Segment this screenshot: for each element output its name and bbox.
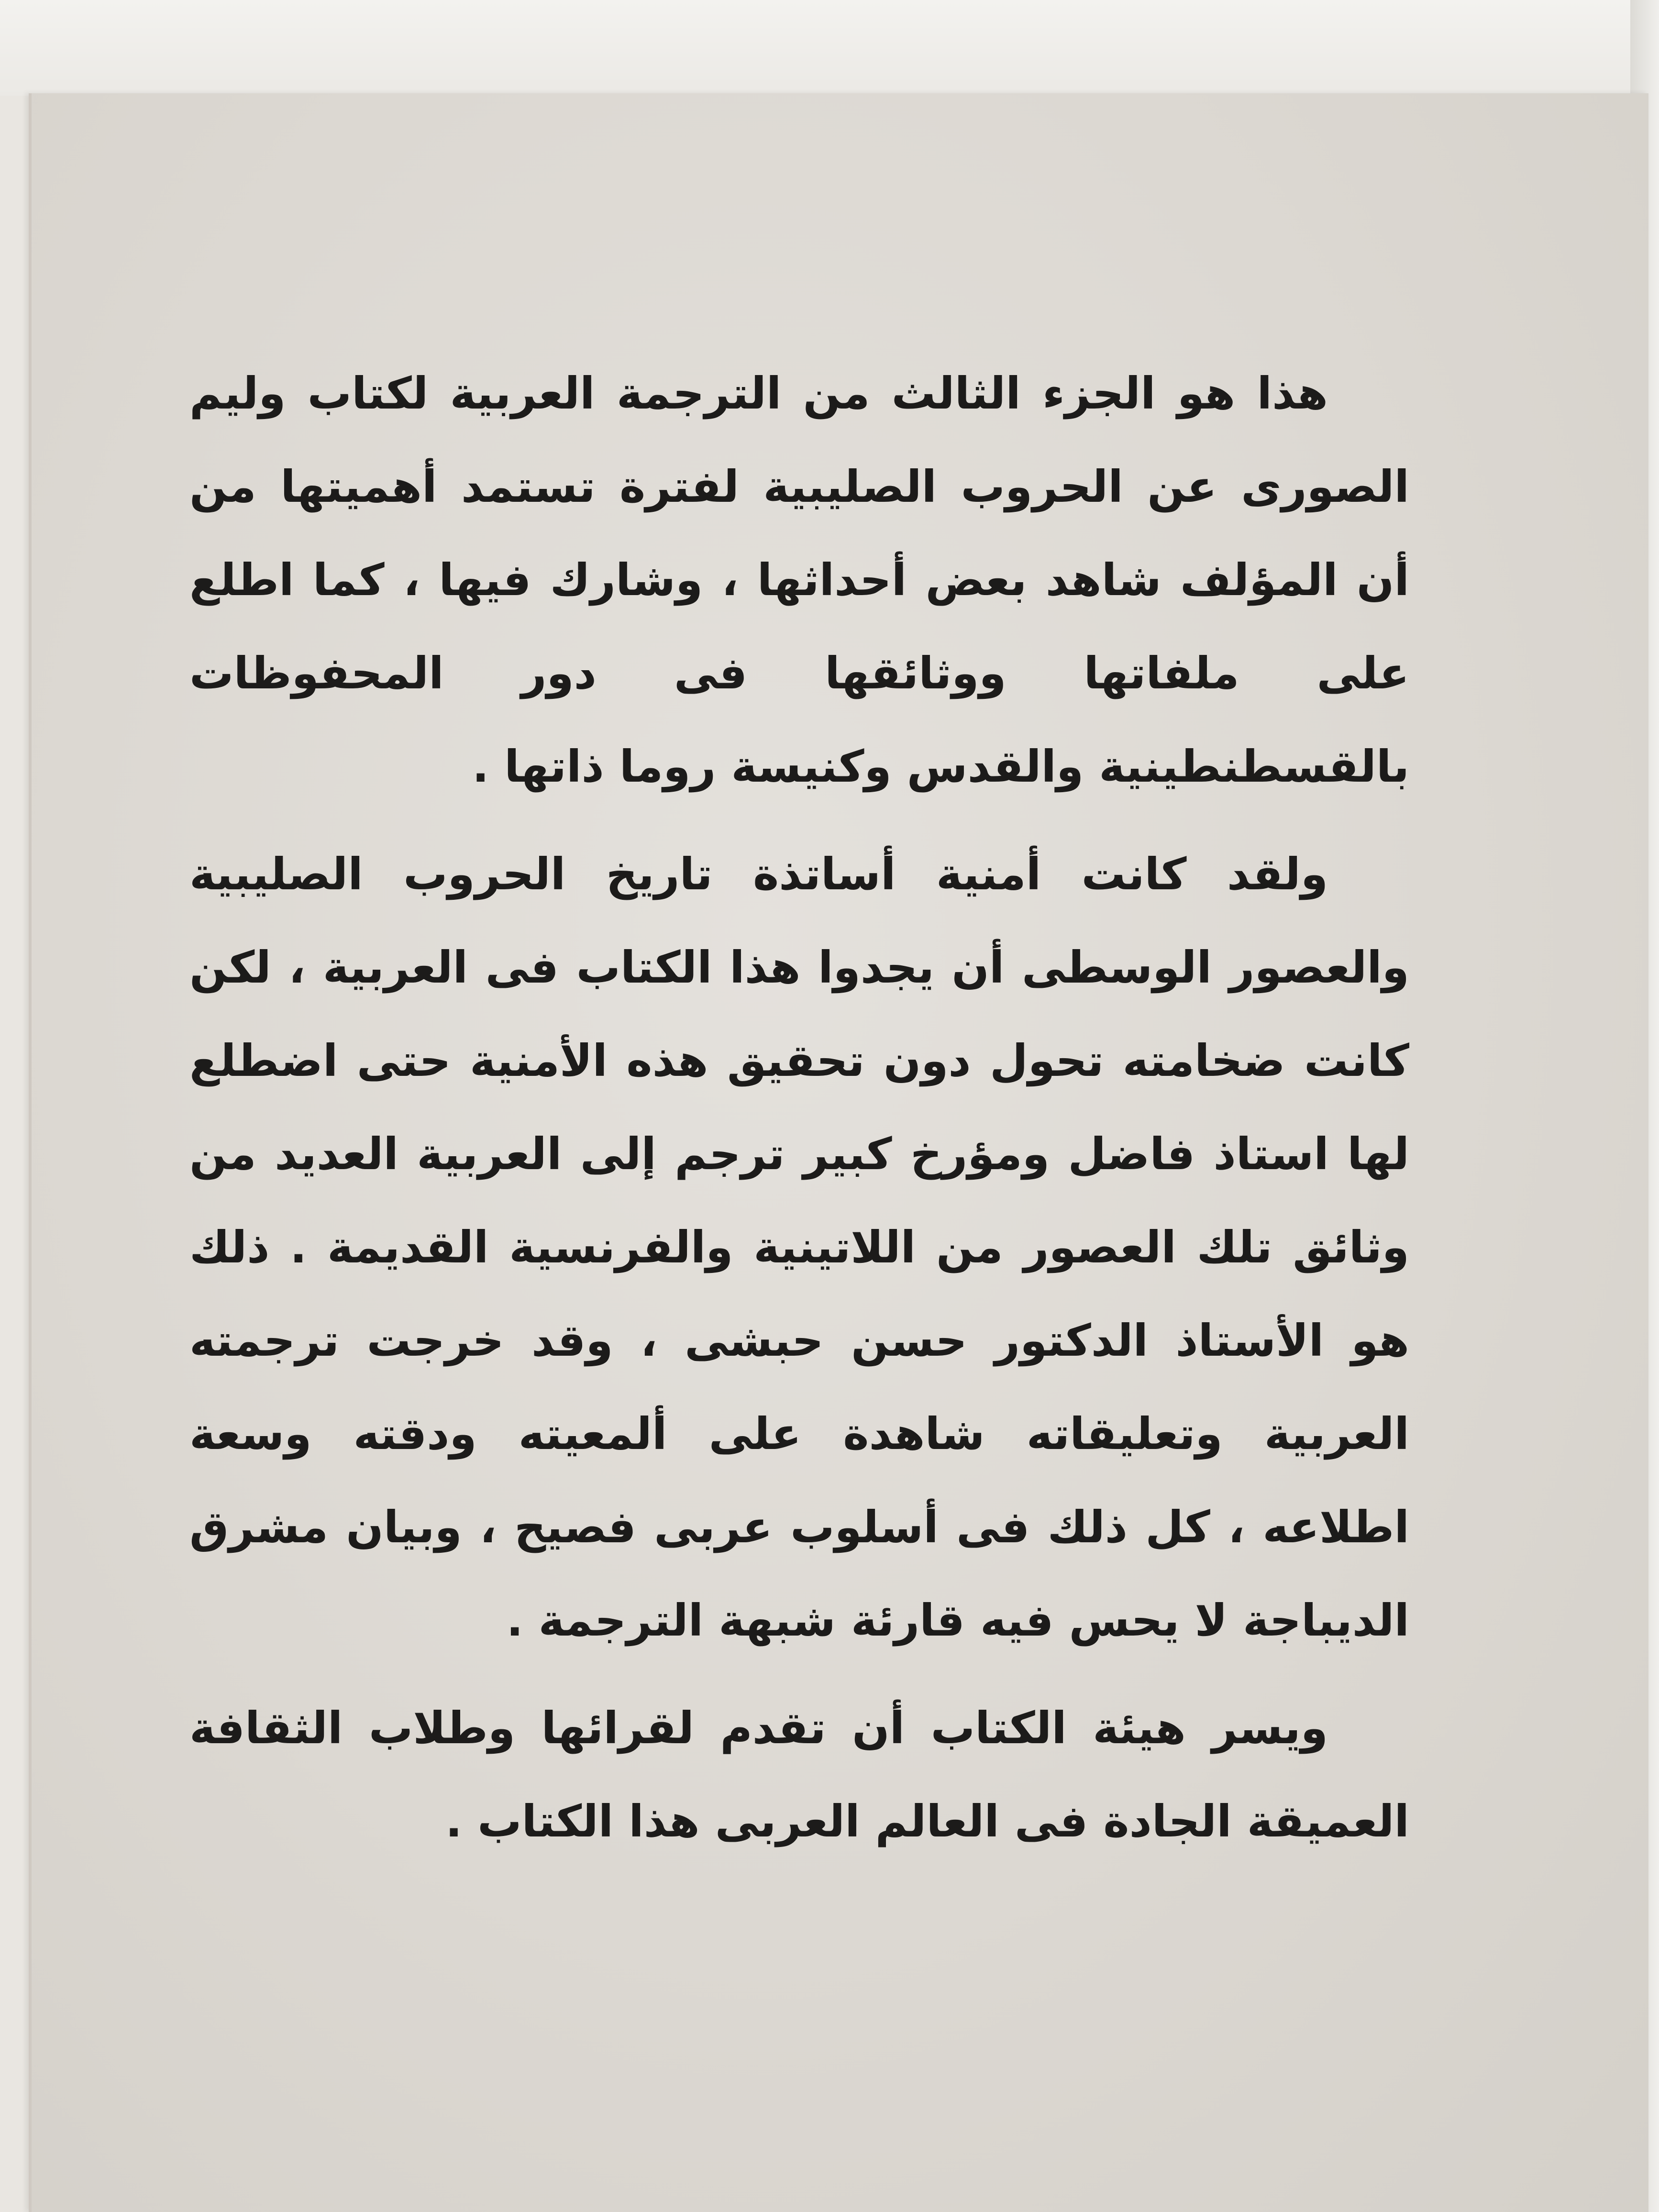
paragraph-2: ولقد كانت أمنية أساتذة تاريخ الحروب الصليبية والعصور الوسطى أن يجدوا هذا الكتاب فى العربية ، لكن كانت ضخامته تحول دون تحقيق هذه الأمنية حتى اضطلع لها استاذ فاضل ومؤرخ كبير ترجم إلى العربية العديد من وثائق تلك العصور من اللاتينية والفرنسية القديمة . ذلك هو الأستاذ الدكتور حسن حبشى ، وقد خرجت ترجمته العربية وتعليقاته شاهدة على ألمعيته ودقته وسعة اطلاعه ، كل ذلك فى أسلوب عربى فصيح ، وبيان مشرق الديباجة لا يحس فيه قارئة شبهة الترجمة .	[189, 849, 1409, 1646]
paragraph-3: ويسر هيئة الكتاب أن تقدم لقرائها وطلاب الثقافة العميقة الجادة فى العالم العربى هذا الكتاب .	[189, 1703, 1409, 1847]
book-page	[29, 93, 1648, 2212]
paragraph-1: هذا هو الجزء الثالث من الترجمة العربية لكتاب وليم الصورى عن الحروب الصليبية لفترة تستمد أهميتها من أن المؤلف شاهد بعض أحداثها ، وشارك فيها ، كما اطلع على ملفاتها ووثائقها فى دور المحفوظات بالقسطنطينية والقدس وكنيسة روما ذاتها .	[189, 368, 1409, 792]
page-text	[189, 347, 1409, 1868]
background-surface	[0, 0, 1659, 96]
